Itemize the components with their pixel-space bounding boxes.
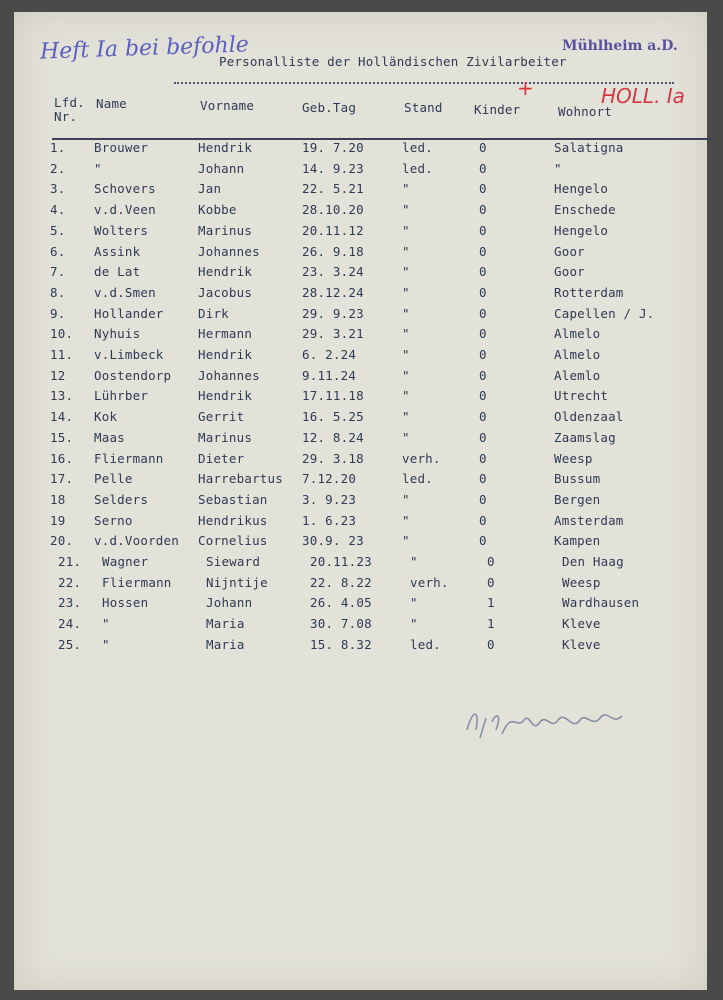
table-row bbox=[14, 471, 707, 491]
row-kinder: 0 bbox=[479, 181, 487, 197]
row-number: 13. bbox=[50, 388, 74, 404]
row-name: Schovers bbox=[94, 181, 156, 197]
row-vorname: Johann bbox=[206, 595, 253, 611]
column-header-wohnort: Wohnort bbox=[558, 104, 613, 119]
table-row bbox=[14, 451, 707, 471]
table-row bbox=[14, 140, 707, 160]
row-vorname: Maria bbox=[206, 636, 245, 652]
row-vorname: Johann bbox=[198, 160, 245, 176]
table-row bbox=[22, 575, 715, 595]
row-birthdate: 16. 5.25 bbox=[302, 409, 364, 425]
row-name: Wagner bbox=[102, 554, 149, 569]
row-birthdate: 28.12.24 bbox=[302, 284, 364, 300]
row-birthdate: 7.12.20 bbox=[302, 471, 357, 487]
row-kinder: 0 bbox=[479, 491, 487, 507]
row-number: 25. bbox=[58, 636, 82, 652]
table-row bbox=[14, 409, 707, 429]
handwritten-note: Heft Ia bei befohle bbox=[39, 32, 250, 65]
table-row bbox=[14, 264, 707, 284]
row-vorname: Sieward bbox=[206, 554, 261, 569]
row-name: Kok bbox=[94, 409, 118, 425]
table-row bbox=[14, 368, 707, 388]
row-kinder: 0 bbox=[479, 202, 487, 218]
table-row bbox=[14, 244, 707, 264]
signature-scribble bbox=[462, 700, 642, 750]
row-vorname: Sebastian bbox=[198, 491, 268, 507]
row-kinder: 0 bbox=[479, 140, 487, 155]
row-wohnort: Goor bbox=[554, 264, 585, 280]
row-wohnort: Utrecht bbox=[554, 388, 609, 404]
document-page bbox=[14, 12, 707, 990]
row-birthdate: 20.11.23 bbox=[310, 554, 372, 569]
table-row bbox=[14, 161, 707, 181]
row-kinder: 0 bbox=[479, 409, 487, 425]
row-name: " bbox=[94, 160, 102, 176]
row-number: 23. bbox=[58, 595, 82, 611]
row-name: de Lat bbox=[94, 264, 141, 280]
red-cross-mark: + bbox=[517, 76, 534, 100]
row-birthdate: 3. 9.23 bbox=[302, 491, 357, 507]
table-row bbox=[14, 533, 707, 553]
row-number: 18 bbox=[50, 491, 66, 507]
row-wohnort: Kleve bbox=[562, 636, 601, 652]
location-stamp: Mühlheim a.D. bbox=[562, 38, 678, 54]
column-header-vorname: Vorname bbox=[200, 98, 255, 113]
row-wohnort: Zaamslag bbox=[554, 429, 616, 445]
row-stand: " bbox=[402, 512, 410, 528]
row-birthdate: 28.10.20 bbox=[302, 202, 364, 218]
row-stand: " bbox=[402, 243, 410, 259]
row-name: Lührber bbox=[94, 388, 149, 404]
column-header-name: Name bbox=[96, 96, 127, 111]
row-birthdate: 30. 7.08 bbox=[310, 616, 372, 632]
row-stand: verh. bbox=[402, 450, 441, 466]
row-birthdate: 29. 3.21 bbox=[302, 326, 364, 342]
row-wohnort: Almelo bbox=[554, 326, 601, 342]
row-kinder: 0 bbox=[479, 450, 487, 466]
row-stand: " bbox=[410, 616, 418, 632]
row-number: 16. bbox=[50, 450, 74, 466]
table-row bbox=[22, 637, 715, 657]
row-wohnort: Rotterdam bbox=[554, 284, 624, 300]
row-wohnort: Salatigna bbox=[554, 140, 624, 155]
row-birthdate: 30.9. 23 bbox=[302, 533, 364, 549]
row-vorname: Hendrik bbox=[198, 264, 253, 280]
row-stand: " bbox=[402, 367, 410, 383]
row-birthdate: 22. 5.21 bbox=[302, 181, 364, 197]
row-kinder: 0 bbox=[479, 429, 487, 445]
row-kinder: 1 bbox=[487, 616, 495, 632]
row-name: " bbox=[102, 636, 110, 652]
row-name: Nyhuis bbox=[94, 326, 141, 342]
row-birthdate: 29. 3.18 bbox=[302, 450, 364, 466]
row-vorname: Harrebartus bbox=[198, 471, 283, 487]
column-header-nr bbox=[54, 96, 94, 124]
row-wohnort: Kleve bbox=[562, 616, 601, 632]
row-wohnort: " bbox=[554, 160, 562, 176]
row-kinder: 0 bbox=[479, 471, 487, 487]
row-number: 19 bbox=[50, 512, 66, 528]
row-birthdate: 6. 2.24 bbox=[302, 347, 357, 362]
row-birthdate: 29. 9.23 bbox=[302, 305, 364, 321]
row-stand: " bbox=[402, 429, 410, 445]
row-kinder: 0 bbox=[479, 326, 487, 342]
row-birthdate: 1. 6.23 bbox=[302, 512, 357, 528]
table-row bbox=[14, 202, 707, 222]
row-name: Hollander bbox=[94, 305, 164, 321]
row-name: Assink bbox=[94, 243, 141, 259]
row-vorname: Marinus bbox=[198, 222, 253, 238]
row-stand: " bbox=[402, 409, 410, 425]
row-name: v.d.Voorden bbox=[94, 533, 179, 549]
row-stand: led. bbox=[402, 160, 433, 176]
row-wohnort: Capellen / J. bbox=[554, 305, 655, 321]
row-kinder: 0 bbox=[479, 243, 487, 259]
row-birthdate: 23. 3.24 bbox=[302, 264, 364, 280]
row-birthdate: 12. 8.24 bbox=[302, 429, 364, 445]
row-vorname: Hendrik bbox=[198, 388, 253, 404]
row-kinder: 0 bbox=[487, 574, 495, 590]
row-wohnort: Hengelo bbox=[554, 181, 609, 197]
table-row bbox=[14, 223, 707, 243]
row-name: v.d.Smen bbox=[94, 284, 156, 300]
row-name: Oostendorp bbox=[94, 367, 172, 383]
row-kinder: 0 bbox=[479, 533, 487, 549]
row-kinder: 0 bbox=[479, 347, 487, 362]
row-wohnort: Goor bbox=[554, 243, 585, 259]
row-stand: " bbox=[402, 264, 410, 280]
row-birthdate: 22. 8.22 bbox=[310, 574, 372, 590]
table-row bbox=[14, 326, 707, 346]
table-row bbox=[22, 554, 715, 574]
row-number: 12 bbox=[50, 367, 66, 383]
row-stand: " bbox=[402, 388, 410, 404]
row-kinder: 0 bbox=[479, 284, 487, 300]
row-wohnort: Weesp bbox=[554, 450, 593, 466]
row-number: 24. bbox=[58, 616, 82, 632]
row-stand: " bbox=[402, 284, 410, 300]
row-wohnort: Enschede bbox=[554, 202, 616, 218]
row-number: 7. bbox=[50, 264, 66, 280]
row-vorname: Hendrikus bbox=[198, 512, 268, 528]
table-row bbox=[14, 430, 707, 450]
row-kinder: 0 bbox=[487, 554, 495, 569]
row-stand: " bbox=[402, 202, 410, 218]
row-number: 1. bbox=[50, 140, 66, 155]
row-stand: " bbox=[410, 554, 418, 569]
row-number: 2. bbox=[50, 160, 66, 176]
row-vorname: Nijntije bbox=[206, 574, 268, 590]
row-number: 4. bbox=[50, 202, 66, 218]
row-stand: " bbox=[402, 326, 410, 342]
row-stand: led. bbox=[410, 636, 441, 652]
row-wohnort: Den Haag bbox=[562, 554, 624, 569]
row-kinder: 0 bbox=[487, 636, 495, 652]
row-stand: " bbox=[402, 347, 410, 362]
row-birthdate: 17.11.18 bbox=[302, 388, 364, 404]
row-kinder: 0 bbox=[479, 222, 487, 238]
row-wohnort: Bergen bbox=[554, 491, 601, 507]
table-row bbox=[22, 595, 715, 615]
table-row bbox=[14, 388, 707, 408]
row-name: Pelle bbox=[94, 471, 133, 487]
row-number: 15. bbox=[50, 429, 74, 445]
row-vorname: Maria bbox=[206, 616, 245, 632]
row-kinder: 0 bbox=[479, 264, 487, 280]
row-name: Maas bbox=[94, 429, 125, 445]
row-birthdate: 26. 9.18 bbox=[302, 243, 364, 259]
row-birthdate: 19. 7.20 bbox=[302, 140, 364, 155]
row-kinder: 0 bbox=[479, 388, 487, 404]
row-stand: verh. bbox=[410, 574, 449, 590]
row-birthdate: 26. 4.05 bbox=[310, 595, 372, 611]
row-name: v.Limbeck bbox=[94, 347, 164, 362]
row-name: Fliermann bbox=[94, 450, 164, 466]
signature bbox=[462, 700, 642, 754]
row-name: Selders bbox=[94, 491, 149, 507]
row-kinder: 0 bbox=[479, 160, 487, 176]
row-wohnort: Bussum bbox=[554, 471, 601, 487]
row-number: 17. bbox=[50, 471, 74, 487]
row-vorname: Dirk bbox=[198, 305, 229, 321]
row-stand: " bbox=[402, 491, 410, 507]
row-wohnort: Kampen bbox=[554, 533, 601, 549]
row-number: 20. bbox=[50, 533, 74, 549]
row-name: Fliermann bbox=[102, 574, 172, 590]
row-birthdate: 20.11.12 bbox=[302, 222, 364, 238]
row-stand: " bbox=[410, 595, 418, 611]
row-stand: " bbox=[402, 305, 410, 321]
title-underline bbox=[174, 82, 674, 88]
row-name: " bbox=[102, 616, 110, 632]
red-annotation: HOLL. Ia bbox=[601, 84, 685, 108]
row-stand: " bbox=[402, 222, 410, 238]
row-name: Serno bbox=[94, 512, 133, 528]
row-vorname: Kobbe bbox=[198, 202, 237, 218]
row-vorname: Johannes bbox=[198, 243, 260, 259]
row-wohnort: Wardhausen bbox=[562, 595, 640, 611]
document-title: Personalliste der Holländischen Zivilarbeiter bbox=[219, 54, 567, 69]
row-vorname: Hendrik bbox=[198, 140, 253, 155]
row-wohnort: Weesp bbox=[562, 574, 601, 590]
row-kinder: 0 bbox=[479, 367, 487, 383]
column-header-stand: Stand bbox=[404, 100, 443, 115]
row-name: Hossen bbox=[102, 595, 149, 611]
row-wohnort: Alemlo bbox=[554, 367, 601, 383]
row-number: 10. bbox=[50, 326, 74, 342]
row-wohnort: Oldenzaal bbox=[554, 409, 624, 425]
row-number: 14. bbox=[50, 409, 74, 425]
row-wohnort: Hengelo bbox=[554, 222, 609, 238]
row-vorname: Jan bbox=[198, 181, 222, 197]
table-row bbox=[14, 306, 707, 326]
column-header-nr-label: Lfd. Nr. bbox=[54, 95, 85, 124]
row-birthdate: 15. 8.32 bbox=[310, 636, 372, 652]
row-number: 9. bbox=[50, 305, 66, 321]
row-stand: led. bbox=[402, 140, 433, 155]
row-number: 22. bbox=[58, 574, 82, 590]
row-number: 5. bbox=[50, 222, 66, 238]
table-row bbox=[22, 616, 715, 636]
row-number: 11. bbox=[50, 347, 74, 362]
row-vorname: Hermann bbox=[198, 326, 253, 342]
row-kinder: 0 bbox=[479, 305, 487, 321]
row-kinder: 1 bbox=[487, 595, 495, 611]
row-vorname: Hendrik bbox=[198, 347, 253, 362]
row-stand: " bbox=[402, 533, 410, 549]
column-header-kinder: Kinder bbox=[474, 102, 521, 117]
table-row bbox=[14, 181, 707, 201]
table-row bbox=[14, 492, 707, 512]
row-stand: led. bbox=[402, 471, 433, 487]
row-kinder: 0 bbox=[479, 512, 487, 528]
row-vorname: Jacobus bbox=[198, 284, 253, 300]
row-number: 8. bbox=[50, 284, 66, 300]
table-row bbox=[14, 513, 707, 533]
column-header-geb-tag: Geb.Tag bbox=[302, 100, 357, 115]
row-name: v.d.Veen bbox=[94, 202, 156, 218]
row-vorname: Marinus bbox=[198, 429, 253, 445]
row-name: Wolters bbox=[94, 222, 149, 238]
row-vorname: Johannes bbox=[198, 367, 260, 383]
row-stand: " bbox=[402, 181, 410, 197]
row-vorname: Gerrit bbox=[198, 409, 245, 425]
row-number: 3. bbox=[50, 181, 66, 197]
row-wohnort: Amsterdam bbox=[554, 512, 624, 528]
row-number: 6. bbox=[50, 243, 66, 259]
row-birthdate: 9.11.24 bbox=[302, 367, 357, 383]
row-wohnort: Almelo bbox=[554, 347, 601, 362]
row-birthdate: 14. 9.23 bbox=[302, 160, 364, 176]
row-number: 21. bbox=[58, 554, 82, 569]
row-name: Brouwer bbox=[94, 140, 149, 155]
row-vorname: Dieter bbox=[198, 450, 245, 466]
row-vorname: Cornelius bbox=[198, 533, 268, 549]
table-row bbox=[14, 347, 707, 367]
table-row bbox=[14, 285, 707, 305]
